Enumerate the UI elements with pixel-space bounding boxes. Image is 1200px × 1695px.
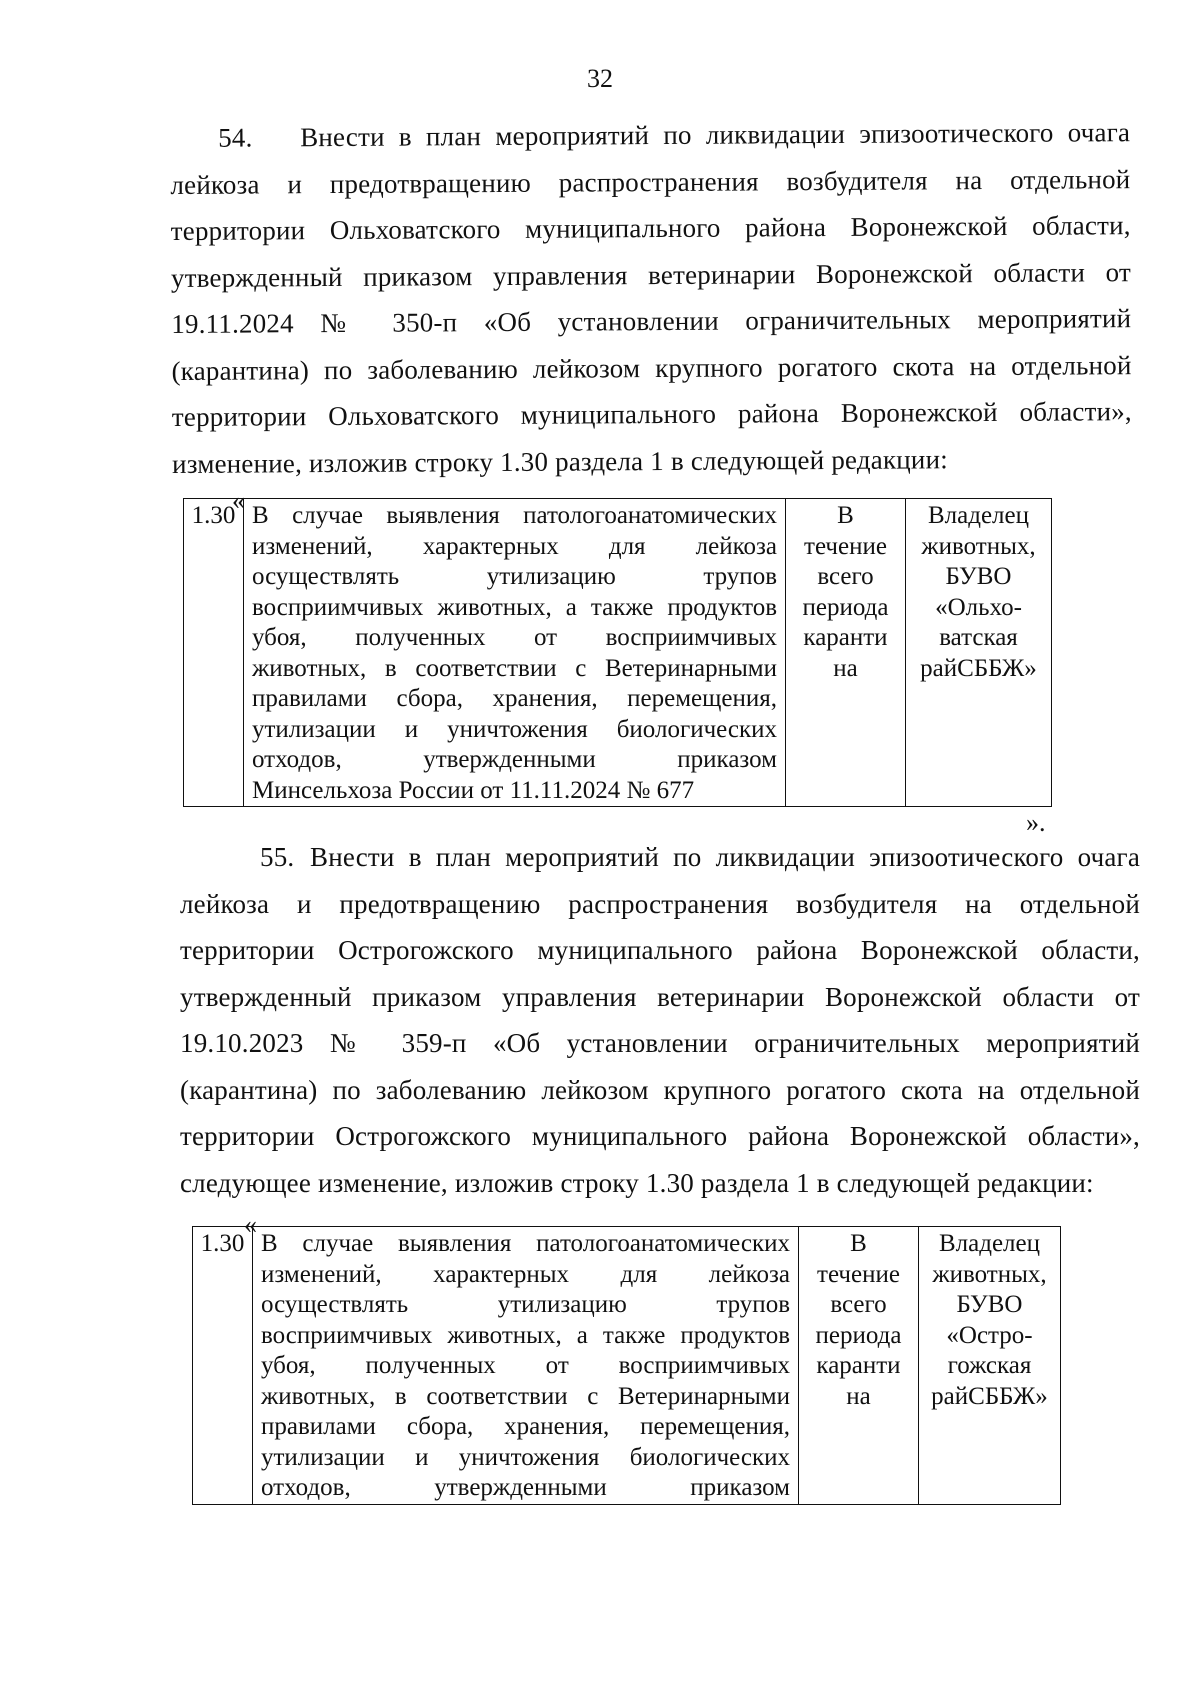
row-number-cell: 1.30 [193,1227,253,1505]
table-row [193,1227,1061,1505]
measure-text-cell: В случае выявления патологоанатомических изменений, характерных для лейкоза осуществлять утилизацию трупов восприимчивых животных, а также продуктов убоя, полученных от восприимчивых животных, в соответствии с Ветеринарными правилами сбора, хранения, перемещения, утилизации и уничтожения биологических отходов, утвержденными приказом [253,1227,799,1505]
term-cell: В течение всего периода каранти на [799,1227,919,1505]
opening-quote: « [232,486,245,515]
paragraph-line: изменение, изложив строку 1.30 раздела 1 в следующей редакции: [172,443,948,479]
opening-quote: « [244,1210,257,1239]
amendment-table-54 [183,498,1052,807]
paragraph-line: утвержденный приказом управления ветеринарии Воронежской области от [170,256,1132,293]
paragraph-line: утвержденный приказом управления ветеринарии Воронежской области от [180,981,1140,1012]
table-row [184,499,1052,807]
paragraph-line: 19.11.2024 № 350-п «Об установлении ограничительных мероприятий [171,303,1132,339]
paragraph-line: следующее изменение, изложив строку 1.30 раздела 1 в следующей редакции: [180,1167,1094,1198]
paragraph-line: лейкоза и предотвращению распространения возбудителя на отдельной [180,888,1140,919]
paragraph-line: 54. Внести в план мероприятий по ликвидации эпизоотического очага [170,109,1130,161]
paragraph-line: (карантина) по заболеванию лейкозом крупного рогатого скота на отдельной [180,1074,1140,1105]
item-number: 55. [260,842,295,872]
paragraph-line: территории Острогожского муниципального района Воронежской области, [180,935,1140,965]
item-54 [170,109,1132,487]
measure-text-cell: В случае выявления патологоанатомических изменений, характерных для лейкоза осуществлять утилизацию трупов восприимчивых животных, а также продуктов убоя, полученных от восприимчивых животных, в соответствии с Ветеринарными правилами сбора, хранения, перемещения, утилизации и уничтожения биологических отходов, утвержденными приказом Минсельхоза России от 11.11.2024 № 677 [244,499,786,807]
page-number: 32 [587,64,613,93]
paragraph-line: (карантина) по заболеванию лейкозом крупного рогатого скота на отдельной [171,349,1132,386]
responsible-cell: Владелец животных, БУВО «Остро- гожская райСББЖ» [919,1227,1061,1505]
item-number: 54. [218,122,253,153]
term-cell: В течение всего периода каранти на [786,499,906,807]
paragraph-line: 19.10.2023 № 359-п «Об установлении ограничительных мероприятий [180,1028,1140,1058]
paragraph-line: 55. Внести в план мероприятий по ликвидации эпизоотического очага [180,834,1140,881]
paragraph-line: территории Ольховатского муниципального района Воронежской области», [171,396,1132,432]
paragraph-line: территории Острогожского муниципального района Воронежской области», [180,1121,1140,1151]
item-55-paragraph [180,834,1140,1206]
amendment-table-55 [192,1226,1061,1505]
item-55 [180,834,1140,1206]
responsible-cell: Владелец животных, БУВО «Ольхо- ватская райСББЖ» [906,499,1052,807]
row-number-cell: 1.30 [184,499,244,807]
paragraph-line: территории Ольховатского муниципального района Воронежской области, [170,210,1131,246]
item-54-paragraph [170,109,1132,487]
paragraph-line: лейкоза и предотвращению распространения возбудителя на отдельной [170,163,1131,200]
closing-quote: ». [1026,808,1046,837]
